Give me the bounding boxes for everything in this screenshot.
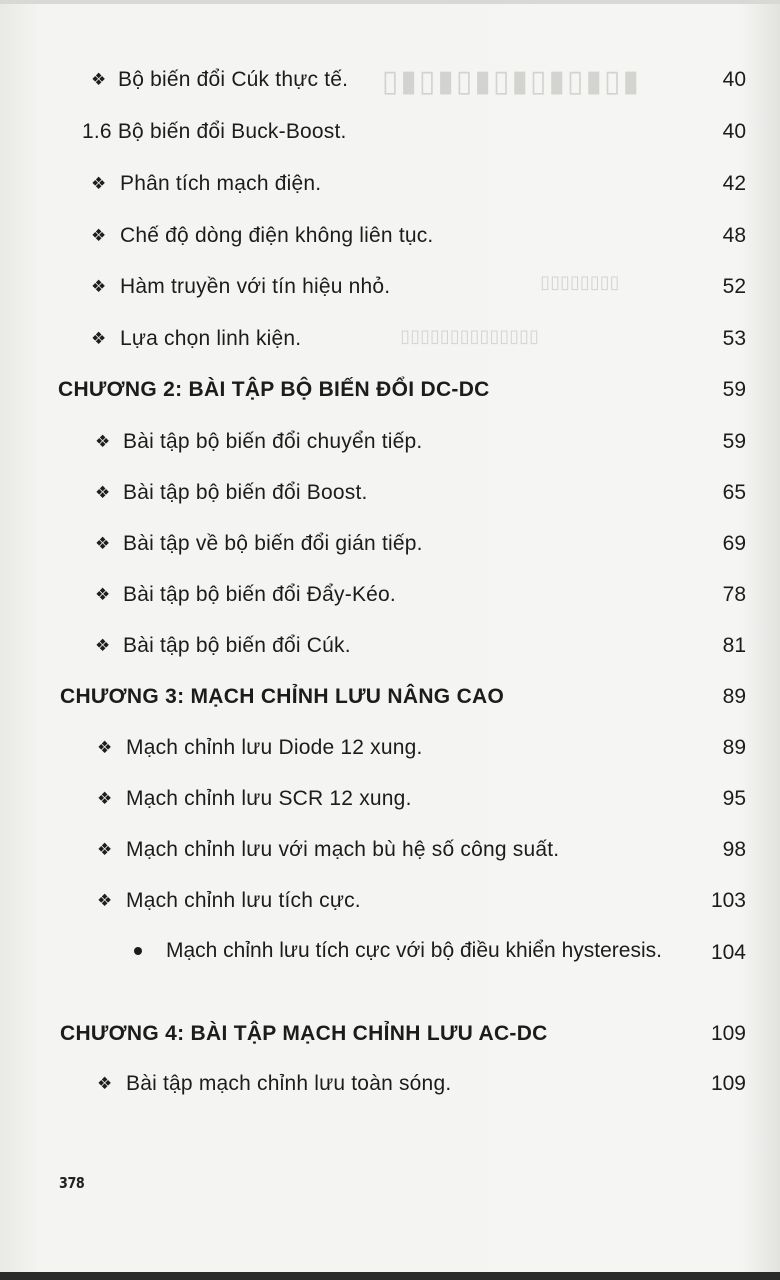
- toc-entry-page: 52: [722, 275, 746, 298]
- toc-entry-page: 53: [722, 327, 746, 350]
- diamond-bullet-icon: ❖: [91, 70, 107, 89]
- toc-entry-title: Bài tập về bộ biến đổi gián tiếp.: [123, 532, 423, 555]
- toc-entry[interactable]: [0, 575, 780, 615]
- page-top-edge: [0, 0, 780, 4]
- toc-entry-title: Mạch chỉnh lưu tích cực.: [126, 889, 361, 912]
- toc-entry-page: 95: [722, 787, 746, 810]
- toc-entry-page: 40: [722, 120, 746, 143]
- chapter-page: 89: [722, 685, 746, 708]
- toc-entry-title: Mạch chỉnh lưu tích cực với bộ điều khiển hysteresis.: [166, 939, 662, 962]
- toc-entry-page: 42: [722, 172, 746, 195]
- toc-entry-title: 1.6 Bộ biến đổi Buck-Boost.: [82, 120, 347, 143]
- toc-entry-title: Bộ biến đổi Cúk thực tế.: [118, 68, 349, 91]
- toc-entry[interactable]: [0, 473, 780, 513]
- toc-entry-page: 48: [722, 224, 746, 247]
- diamond-bullet-icon: ❖: [95, 432, 111, 451]
- toc-entry[interactable]: [0, 60, 780, 100]
- toc-entry-title: Lựa chọn linh kiện.: [120, 327, 302, 350]
- diamond-bullet-icon: ❖: [97, 1074, 113, 1093]
- toc-entry[interactable]: [0, 728, 780, 768]
- toc-entry-multiline[interactable]: [0, 936, 780, 1000]
- toc-entry[interactable]: [0, 779, 780, 819]
- toc-entry-title: Chế độ dòng điện không liên tục.: [120, 224, 434, 247]
- toc-chapter-heading[interactable]: [0, 370, 780, 410]
- toc-entry-page: 98: [722, 838, 746, 861]
- toc-entry-title: Bài tập bộ biến đổi Cúk.: [123, 634, 351, 657]
- diamond-bullet-icon: ❖: [95, 636, 111, 655]
- chapter-title: CHƯƠNG 2: BÀI TẬP BỘ BIẾN ĐỔI DC-DC: [58, 378, 490, 401]
- diamond-bullet-icon: ❖: [91, 277, 107, 296]
- toc-entry-title: Bài tập bộ biến đổi Boost.: [123, 481, 368, 504]
- toc-entry[interactable]: [0, 319, 780, 359]
- toc-entry-title: Bài tập mạch chỉnh lưu toàn sóng.: [126, 1072, 452, 1095]
- toc-entry-title: Mạch chỉnh lưu Diode 12 xung.: [126, 736, 423, 759]
- toc-entry-title: Hàm truyền với tín hiệu nhỏ.: [120, 275, 391, 298]
- toc-entry[interactable]: [0, 626, 780, 666]
- toc-chapter-heading[interactable]: [0, 677, 780, 717]
- diamond-bullet-icon: ❖: [95, 483, 111, 502]
- toc-entry-page: 78: [722, 583, 746, 606]
- toc-entry[interactable]: [0, 881, 780, 921]
- diamond-bullet-icon: ❖: [97, 840, 113, 859]
- diamond-bullet-icon: ❖: [91, 174, 107, 193]
- diamond-bullet-icon: ❖: [97, 789, 113, 808]
- chapter-page: 59: [722, 378, 746, 401]
- toc-entry[interactable]: [0, 1064, 780, 1104]
- toc-entry-page: 109: [710, 1072, 746, 1095]
- toc-entry[interactable]: [0, 524, 780, 564]
- toc-entry-title: Bài tập bộ biến đổi chuyển tiếp.: [123, 430, 423, 453]
- chapter-title: CHƯƠNG 4: BÀI TẬP MẠCH CHỈNH LƯU AC-DC: [60, 1022, 548, 1045]
- toc-entry[interactable]: [0, 164, 780, 204]
- show-through-band-2: ▯▯▯▯▯▯▯▯: [540, 272, 620, 293]
- round-bullet-icon: [134, 947, 142, 955]
- show-through-band-3: ▯▯▯▯▯▯▯▯▯▯▯▯▯▯: [400, 326, 539, 347]
- chapter-title: CHƯƠNG 3: MẠCH CHỈNH LƯU NÂNG CAO: [60, 685, 505, 708]
- toc-entry-page: 89: [722, 736, 746, 759]
- toc-entry[interactable]: [0, 830, 780, 870]
- diamond-bullet-icon: ❖: [95, 585, 111, 604]
- diamond-bullet-icon: ❖: [91, 226, 107, 245]
- toc-entry-page: 104: [710, 941, 746, 964]
- toc-entry-page: 40: [722, 68, 746, 91]
- toc-entry-title: Bài tập bộ biến đổi Đẩy-Kéo.: [123, 583, 396, 606]
- toc-entry-title: Mạch chỉnh lưu với mạch bù hệ số công suất.: [126, 838, 560, 861]
- toc-entry[interactable]: [0, 216, 780, 256]
- page-number: 378: [59, 1174, 85, 1192]
- toc-entry[interactable]: [0, 112, 780, 152]
- page-bottom-edge: [0, 1272, 780, 1280]
- chapter-page: 109: [710, 1022, 746, 1045]
- toc-entry-page: 59: [722, 430, 746, 453]
- toc-chapter-heading[interactable]: [0, 1014, 780, 1054]
- toc-entry-title: Phân tích mạch điện.: [120, 172, 322, 195]
- toc-entry-page: 81: [722, 634, 746, 657]
- show-through-band-1: ▮▯▮▯▮▯▮▯▮▯▮▯▮▯: [380, 64, 640, 99]
- diamond-bullet-icon: ❖: [91, 329, 107, 348]
- toc-entry-page: 103: [710, 889, 746, 912]
- diamond-bullet-icon: ❖: [97, 891, 113, 910]
- toc-entry-title: Mạch chỉnh lưu SCR 12 xung.: [126, 787, 412, 810]
- toc-entry-page: 65: [722, 481, 746, 504]
- diamond-bullet-icon: ❖: [95, 534, 111, 553]
- toc-entry-page: 69: [722, 532, 746, 555]
- diamond-bullet-icon: ❖: [97, 738, 113, 757]
- toc-entry[interactable]: [0, 422, 780, 462]
- toc-entry[interactable]: [0, 267, 780, 307]
